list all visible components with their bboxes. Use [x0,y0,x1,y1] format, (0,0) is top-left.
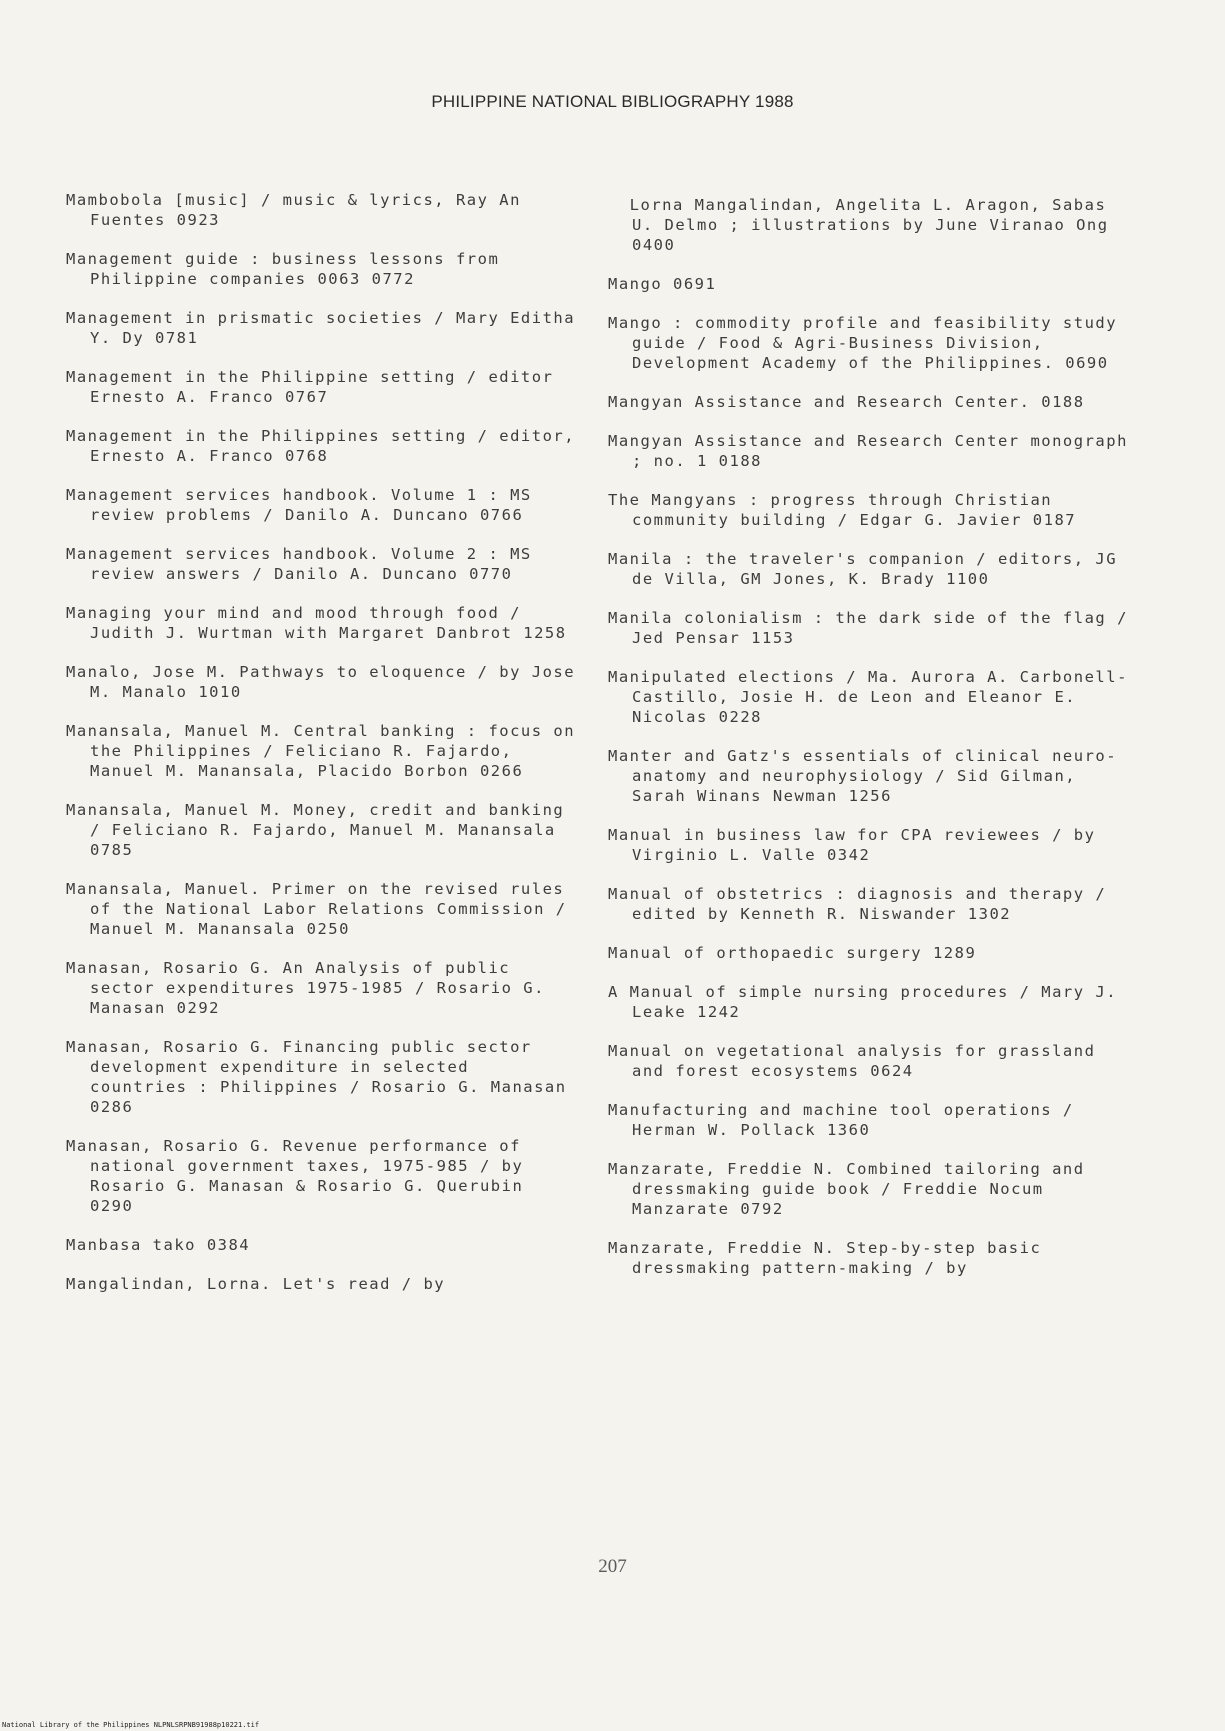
bibliography-entry: Manasan, Rosario G. Financing public sector development expenditure in selected countries : Philippines / Rosario G. Manasan 0286 [66,1038,578,1116]
bibliography-entry: Managing your mind and mood through food / Judith J. Wurtman with Margaret Danbrot 1258 [66,604,567,642]
scan-footer-note: National Library of the Philippines NLPNLSRPNB91988p10221.tif [2,1721,260,1729]
bibliography-column-left [66,190,586,1313]
bibliography-entry: Mambobola [music] / music & lyrics, Ray An Fuentes 0923 [66,191,532,229]
bibliography-entry: Manbasa tako 0384 [66,1236,251,1254]
bibliography-entry: Manzarate, Freddie N. Step-by-step basic dressmaking pattern-making / by [608,1239,1053,1277]
bibliography-entry: Manual in business law for CPA reviewees / by Virginio L. Valle 0342 [608,826,1107,864]
bibliography-entry-continued: Lorna Mangalindan, Angelita L. Aragon, Sabas U. Delmo ; illustrations by June Viranao Ong 0400 [608,196,1120,254]
bibliography-entry: Manasan, Rosario G. An Analysis of public sector expenditures 1975-1985 / Rosario G. Manasan 0292 [66,959,556,1017]
bibliography-entry: Manter and Gatz's essentials of clinical neuro-anatomy and neurophysiology / Sid Gilman, Sarah Winans Newman 1256 [608,747,1118,805]
bibliography-entry: Manansala, Manuel M. Money, credit and banking / Feliciano R. Fajardo, Manuel M. Manansala 0785 [66,801,576,859]
page-number: 207 [598,1556,627,1577]
bibliography-entry: Mangyan Assistance and Research Center monograph ; no. 1 0188 [608,432,1139,470]
bibliography-entry: The Mangyans : progress through Christian community building / Edgar G. Javier 0187 [608,491,1077,529]
bibliography-entry: Management services handbook. Volume 1 : MS review problems / Danilo A. Duncano 0766 [66,486,543,524]
bibliography-entry: Mango : commodity profile and feasibility study guide / Food & Agri-Business Division, Development Academy of the Philippines. 0690 [608,314,1128,372]
bibliography-entry: Manansala, Manuel. Primer on the revised rules of the National Labor Relations Commission / Manuel M. Manansala 0250 [66,880,578,938]
bibliography-entry: Manzarate, Freddie N. Combined tailoring and dressmaking guide book / Freddie Nocum Manzarate 0792 [608,1160,1096,1218]
page-title: PHILIPPINE NATIONAL BIBLIOGRAPHY 1988 [431,92,794,111]
bibliography-entry: Manila : the traveler's companion / editors, JG de Villa, GM Jones, K. Brady 1100 [608,550,1128,588]
bibliography-entry: Manual of obstetrics : diagnosis and therapy / edited by Kenneth R. Niswander 1302 [608,885,1118,923]
bibliography-entry: Management in prismatic societies / Mary Editha Y. Dy 0781 [66,309,586,347]
bibliography-column-right [608,195,1139,1297]
bibliography-entry: Manansala, Manuel M. Central banking : focus on the Philippines / Feliciano R. Fajardo, Manuel M. Manansala, Placido Borbon 0266 [66,722,586,780]
bibliography-entry: Mangyan Assistance and Research Center. 0188 [608,393,1085,411]
bibliography-entry: A Manual of simple nursing procedures / Mary J. Leake 1242 [608,983,1128,1021]
bibliography-entry: Manual on vegetational analysis for grassland and forest ecosystems 0624 [608,1042,1107,1080]
bibliography-entry: Mango 0691 [608,275,717,293]
bibliography-entry: Mangalindan, Lorna. Let's read / by [66,1275,446,1293]
bibliography-entry: Management services handbook. Volume 2 : MS review answers / Danilo A. Duncano 0770 [66,545,543,583]
bibliography-entry: Management in the Philippine setting / editor Ernesto A. Franco 0767 [66,368,565,406]
bibliography-entry: Manipulated elections / Ma. Aurora A. Carbonell-Castillo, Josie H. de Leon and Eleanor E. Nicolas 0228 [608,668,1128,726]
bibliography-entry: Manufacturing and machine tool operations / Herman W. Pollack 1360 [608,1101,1085,1139]
bibliography-entry: Management in the Philippines setting / editor, Ernesto A. Franco 0768 [66,427,586,465]
bibliography-entry: Manasan, Rosario G. Revenue performance of national government taxes, 1975-985 / by Rosario G. Manasan & Rosario G. Querubin 0290 [66,1137,535,1215]
bibliography-entry: Manual of orthopaedic surgery 1289 [608,944,977,962]
bibliography-entry: Manalo, Jose M. Pathways to eloquence / by Jose M. Manalo 1010 [66,663,586,701]
bibliography-entry: Management guide : business lessons from Philippine companies 0063 0772 [66,250,511,288]
bibliography-entry: Manila colonialism : the dark side of the flag / Jed Pensar 1153 [608,609,1139,647]
